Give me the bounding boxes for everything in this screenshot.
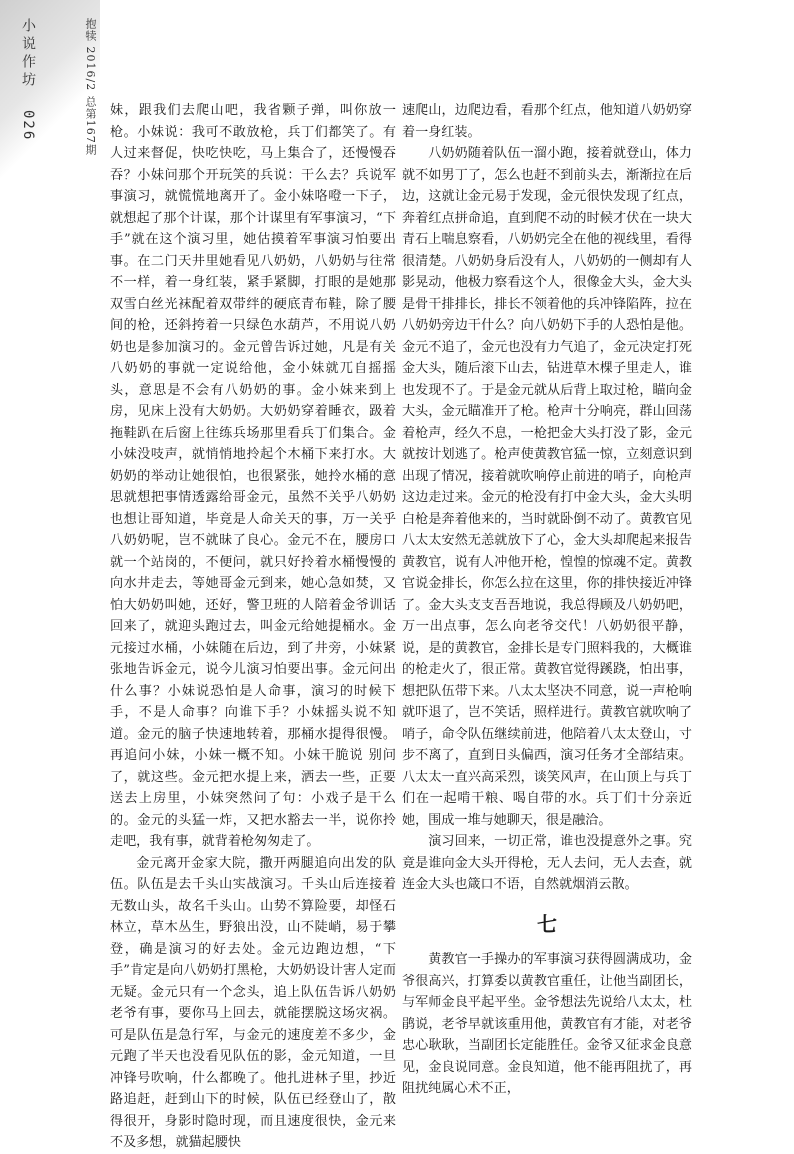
section-number: 七 (537, 911, 557, 936)
journal-name: 抱犊 (84, 18, 97, 42)
paragraph: 黄教官一手操办的军事演习获得圆满成功，金爷很高兴，打算委以黄教官重任，让他当副团长，与军师金良平起平坐。金爷想法先说给八太太，杜鹃说，老爷早就该重用他，黄教官有才能，对老爷忠心耿耿，当副团长定能胜任。金爷又征求金良意见，金良说同意。金良知道，他不能再阻扰了，再阻扰纯属心术不正， (402, 952, 692, 1096)
left-column (110, 100, 396, 1154)
column-sidebar (18, 18, 38, 142)
page-number: 026 (20, 110, 36, 142)
issue-number: 2016/2 (84, 46, 97, 92)
paragraph: 金元离开金家大院，撒开两腿追向出发的队伍。队伍是去千头山实战演习。千头山后连接着无数山头，故名千头山。山势不算险要，却怪石林立，草木丛生，野狼出没，山不陡峭，易于攀登，确是演习的好去处。金元边跑边想，“下手”肯定是向八奶奶打黑枪，大奶奶设计害人定而无疑。金元只有一个念头，追上队伍告诉八奶奶老爷有事，要你马上回去，就能摆脱这场灾祸。可是队伍是急行军，与金元的速度差不多少，金元跑了半天也没看见队伍的影，金元知道，一旦冲锋号吹响，什么都晚了。他扎进林子里，抄近路追赶，赶到山下的时候，队伍已经登山了，散得很开，身影时隐时现，而且速度很快，金元来不及多想，就猫起腰快 (110, 855, 396, 1150)
paragraph: 妹，跟我们去爬山吧，我省颗子弹，叫你放一枪。小妹说：我可不敢放枪，兵丁们都笑了。有人过来督促，快吃快吃，马上集合了，还慢慢吞吞？小妹问那个开玩笑的兵说：干么去？兵说军事演习，就慌慌地离开了。金小妹咯噔一下子，就想起了那个计谋，那个计谋里有军事演习，“下手”就在这个演习里，她估摸着军事演习怕要出事。在二门天井里她看见八奶奶，八奶奶与往常不一样，着一身红装，紧手紧脚，打眼的是她那双雪白丝光袜配着双带绊的硬底青布鞋，除了腰间的枪，还斜挎着一只绿色水葫芦，不用说八奶奶也是参加演习的。金元曾告诉过她，凡是有关八奶奶的事就一定说给他，金小妹就兀自摇摇头，意思是不会有八奶奶的事。金小妹来到上房，见床上没有大奶奶。大奶奶穿着睡衣，趿着拖鞋趴在后窗上往练兵场那里看兵丁们集合。金小妹没吱声，就悄悄地拎起个木桶下来打水。大奶奶的举动让她很怕，也很紧张，她拎水桶的意思就想把事情透露给哥金元，虽然不关乎八奶奶也想让哥知道，毕竟是人命关天的事，万一关乎八奶奶呢，岂不就昧了良心。金元不在，腰房口就一个站岗的，不便问，就只好拎着水桶慢慢的向水井走去，等她哥金元到来，她心急如焚，又怕大奶奶叫她，还好，警卫班的人陪着金爷训话回来了，就迎头跑过去，叫金元给她提桶水。金元接过水桶，小妹随在后边，到了井旁，小妹紧张地告诉金元，说今儿演习怕要出事。金元问出什么事？小妹说恐怕是人命事，演习的时候下手，不是人命事？向谁下手？小妹摇头说不知道。金元的脑子快速地转着，那桶水提得很慢。再追问小妹，小妹一概不知。小妹干脆说 别问了，就这些。金元把水提上来，洒去一些，正要送去上房里，小妹突然问了句：小戏子是干么的。金元的头猛一炸，又把水豁去一半，说你拎走吧，我有事，就背着枪匆匆走了。 (110, 103, 396, 849)
right-column (402, 100, 692, 1100)
column-name: 小说作坊 (20, 18, 36, 90)
issue-total: 总第167期 (84, 95, 97, 156)
issue-info (82, 18, 98, 156)
paragraph: 演习回来，一切正常，谁也没提意外之事。究竟是谁向金大头开得枪，无人去问，无人去查，就连金大头也箴口不语，自然就烟消云散。 (402, 834, 692, 892)
paragraph: 速爬山，边爬边看，看那个红点，他知道八奶奶穿着一身红装。 (402, 103, 692, 140)
paragraph: 八奶奶随着队伍一溜小跑，接着就登山，体力就不如男丁了，怎么也赶不到前头去，渐渐拉在后边，这就让金元易于发现，金元很快发现了红点，奔着红点拼命追，直到爬不动的时候才伏在一块大青石上喘息察看，八奶奶完全在他的视线里，看得很清楚。八奶奶身后没有人，八奶奶的一侧却有人影晃动，他极力察看这个人，很像金大头，金大头是骨干排排长，排长不领着他的兵冲锋陷阵，拉在八奶奶旁边干什么？向八奶奶下手的人恐怕是他。金元不追了，金元也没有力气追了，金元决定打死金大头，随后滚下山去，钻进草木棵子里走人，谁也发现不了。于是金元就从后背上取过枪，瞄向金大头，金元瞄准开了枪。枪声十分响亮，群山回荡着枪声，经久不息，一枪把金大头打没了影，金元就按计划逃了。枪声使黄教官猛一惊，立刻意识到出现了情况，接着就吹响停止前进的哨子，向枪声这边走过来。金元的枪没有打中金大头，金大头明白枪是奔着他来的，当时就卧倒不动了。黄教官见八太太安然无恙就放下了心，金大头却爬起来报告黄教官，说有人冲他开枪，惶惶的惊魂不定。黄教官说金排长，你怎么拉在这里，你的排快接近冲锋了。金大头支支吾吾地说，我总得顾及八奶奶吧，万一出点事，怎么向老爷交代！八奶奶很平静，说，是的黄教官，金排长是专门照料我的，大概谁的枪走火了，很正常。黄教官觉得蹊跷，怕出事，想把队伍带下来。八太太坚决不同意，说一声枪响就吓退了，岂不笑话，照样进行。黄教官就吹响了哨子，命令队伍继续前进，他陪着八太太登山，寸步不离了，直到日头偏西，演习任务才全部结束。八太太一直兴高采烈，谈笑风声，在山顶上与兵丁们在一起啃干粮、喝自带的水。兵丁们十分亲近她，围成一堆与她聊天，很是融洽。 (402, 146, 692, 828)
